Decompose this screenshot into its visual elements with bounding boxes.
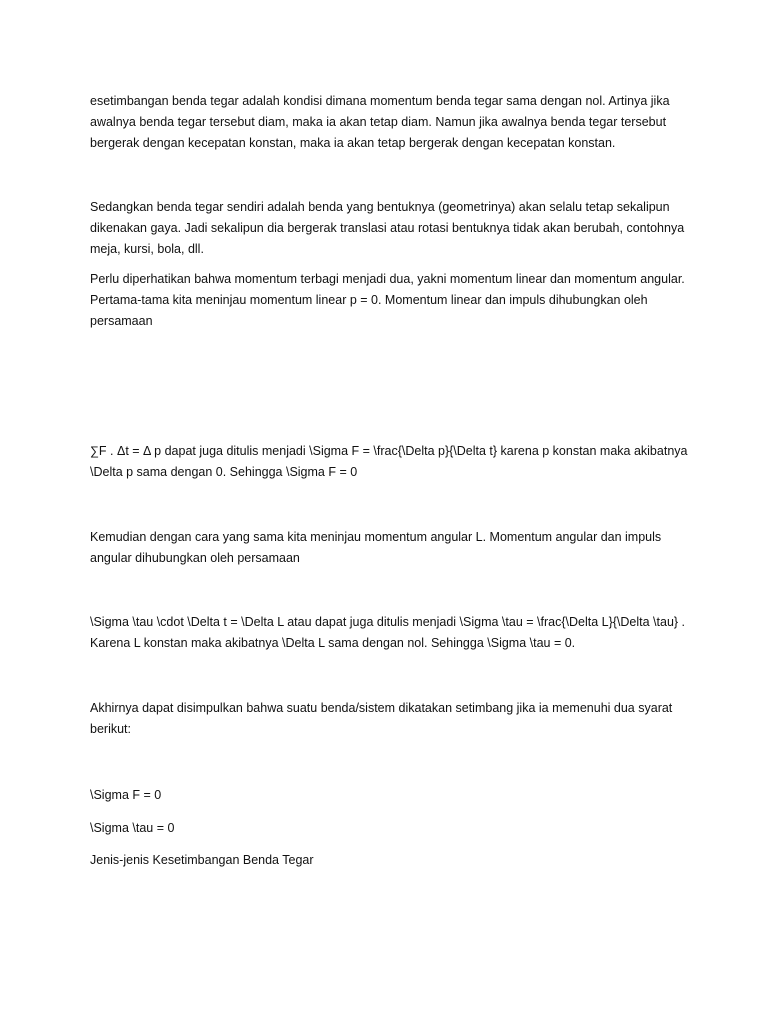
section-heading-types: Jenis-jenis Kesetimbangan Benda Tegar: [90, 853, 314, 867]
paragraph-definition-equilibrium: esetimbangan benda tegar adalah kondisi dimana momentum benda tegar sama dengan nol. Artinya jika awalnya benda tegar tersebut diam, maka ia akan tetap diam. Namun jika awalnya benda tegar tersebut bergerak dengan kecepatan konstan, maka ia akan tetap bergerak dengan kecepatan konstan.: [90, 94, 670, 150]
paragraph-momentum-types: Perlu diperhatikan bahwa momentum terbagi menjadi dua, yakni momentum linear dan momentum angular. Pertama-tama kita meninjau momentum linear p = 0. Momentum linear dan impuls dihubungkan oleh persamaan: [90, 272, 685, 328]
paragraph-angular-momentum-equation: \Sigma \tau \cdot \Delta t = \Delta L atau dapat juga ditulis menjadi \Sigma \tau = \frac{\Delta L}{\Delta \tau} . Karena L konstan maka akibatnya \Delta L sama dengan nol. Sehingga \Sigma \tau = 0.: [90, 615, 686, 650]
paragraph-angular-momentum-intro: Kemudian dengan cara yang sama kita meninjau momentum angular L. Momentum angular dan impuls angular dihubungkan oleh persamaan: [90, 530, 662, 565]
condition-sum-force: \Sigma F = 0: [90, 788, 162, 802]
paragraph-conclusion: Akhirnya dapat disimpulkan bahwa suatu benda/sistem dikatakan setimbang jika ia memenuhi dua syarat berikut:: [90, 701, 673, 736]
paragraph-definition-rigid-body: Sedangkan benda tegar sendiri adalah benda yang bentuknya (geometrinya) akan selalu tetap sekalipun dikenakan gaya. Jadi sekalipun dia bergerak translasi atau rotasi bentuknya tidak akan berubah, contohnya meja, kursi, bola, dll.: [90, 200, 685, 256]
condition-sum-torque: \Sigma \tau = 0: [90, 821, 175, 835]
paragraph-linear-momentum-equation: ∑F . Δt = Δ p dapat juga ditulis menjadi \Sigma F = \frac{\Delta p}{\Delta t} karena p konstan maka akibatnya \Delta p sama dengan 0. Sehingga \Sigma F = 0: [90, 444, 688, 479]
